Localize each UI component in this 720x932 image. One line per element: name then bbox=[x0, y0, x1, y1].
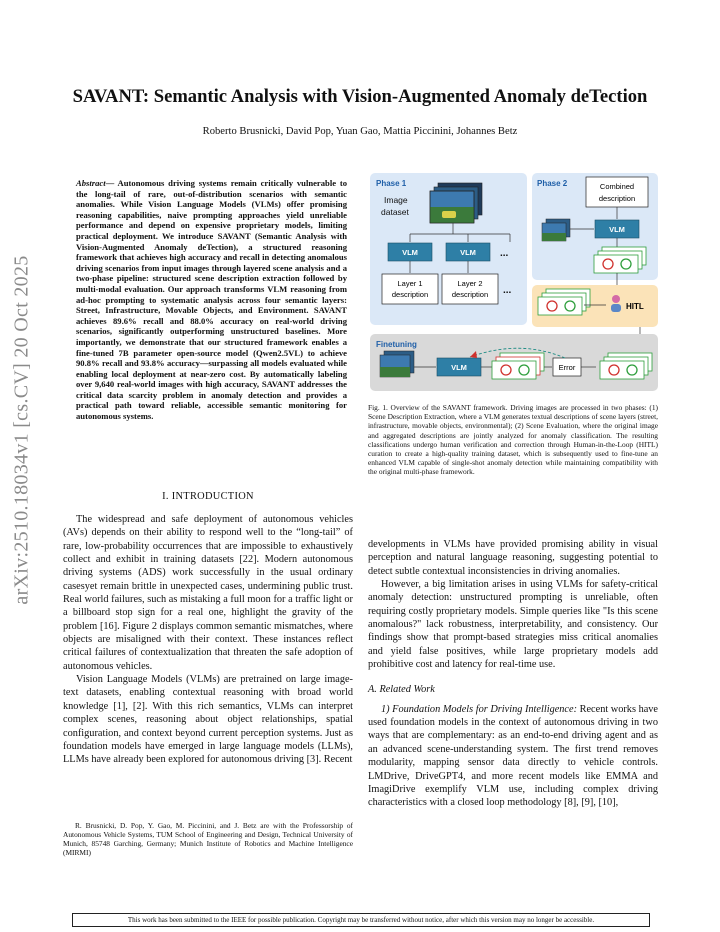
hitl-label: HITL bbox=[626, 302, 644, 311]
right-column-body bbox=[368, 538, 658, 810]
section-heading-introduction: I. INTRODUCTION bbox=[162, 491, 254, 502]
foundation-models-lead: 1) Foundation Models for Driving Intelligence: bbox=[381, 703, 578, 715]
layer1-label-b: description bbox=[391, 290, 429, 299]
image-stack-finetune-icon bbox=[380, 351, 414, 377]
figure-caption: Fig. 1. Overview of the SAVANT framework. Driving images are processed in two phases: (1) Scene Description Extraction, where a VLM generates textual descriptions of scene layers (street, infrastructure, movable objects, environmental); (2) Scene Evaluation, where the original image and aggregated descriptions are jointly analyzed for anomaly classification. The resulting classifications undergo human verification and correction through Human-in-the-Loop (HITL) curation to create a high-quality training dataset, which is subsequently used to fine-tune an enhanced VLM capable of single-shot anomaly detection while maintaining compatibility with the original multi-phase framework. bbox=[368, 403, 658, 477]
layer1-label-a: Layer 1 bbox=[397, 279, 423, 288]
related-work-heading: A. Related Work bbox=[368, 684, 435, 696]
intro-paragraph-1: The widespread and safe deployment of autonomous vehicles (AVs) depends on their ability to respond well to the “long-tail” of rare, low-probability occurrences that are impossible to exhaustively collect and exhibit in training datasets [22]. Modern autonomous driving systems (ADS) work successfully in the usual ordinary casesyet remain brittle in unexpected cases, undermining public trust. Real world failures, such as mistaking a full moon for a traffic light or a billboard stop sign for a real one, highlight the gravity of the problem [16]. Figure 2 displays common semantic mismatches, where objects are misaligned with their context. These instances reflect critical failures of contextualization that threaten the safe adoption of autonomous vehicles. bbox=[63, 514, 353, 672]
arxiv-sidebar bbox=[2, 150, 42, 710]
foundation-models-text: Recent works have used foundation models in the context of autonomous driving in two ways that are complementary: as an end-to-end driving agent and as an advanced scene-understanding system. The first trend removes modularity, mapping sensor data directly to vehicle controls. LMDrive, DriveGPT4, and more recent models like EMMA and ImagiDrive exemplify VLM use, including complex driving characteristics with a closed loop methodology [8], [9], [10], bbox=[368, 703, 659, 809]
classification-cards-icon bbox=[594, 247, 646, 273]
right-paragraph-3 bbox=[368, 703, 658, 810]
vlm-label-3: VLM bbox=[609, 225, 625, 234]
intro-paragraph-2: Vision Language Models (VLMs) are pretrained on large image-text datasets, enabling contextual reasoning with broad world knowledge [1], [2]. With this rich semantics, VLMs can interpret complex scenes, reasoning about object relationships, spatial configuration, and context beyond current perception systems. Just as foundation models have emerged in large language models (LLMs), LLMs have already been explored for autonomous driving [3]. Recent bbox=[63, 674, 353, 766]
layer2-label-b: description bbox=[451, 290, 489, 299]
arxiv-identifier[interactable]: arXiv:2510.18034v1 [cs.CV] 20 Oct 2025 bbox=[10, 255, 33, 605]
image-dataset-label-1: Image bbox=[384, 195, 408, 205]
phase1-label: Phase 1 bbox=[376, 179, 407, 188]
ellipsis-2: ... bbox=[503, 285, 512, 296]
layer2-label-a: Layer 2 bbox=[457, 279, 483, 288]
classification-cards-hitl-icon bbox=[538, 289, 590, 315]
abstract-text: — Autonomous driving systems remain critically vulnerable to the long-tail of rare, out-of-distribution scenarios with semantic anomalies. While Vision Language Models (VLMs) offer promising reasoning capabilities, naive prompting approaches yield unreliable performance and depend on expensive proprietary models, limiting practical deployment. We introduce SAVANT (Semantic Analysis with Vision-Augmented Anomaly deTection), a structured reasoning framework that achieves high accuracy and recall in detecting anomalous driving scenarios from input images through layered scene analysis and a two-phase pipeline: structured scene description extraction followed by multi-modal evaluation. Our approach transforms VLM reasoning from ad-hoc prompting to systematic analysis across four semantic layers: Street, Infrastructure, Movable Objects, and Environment. SAVANT achieves 89.6% recall and 88.0% accuracy on real-world driving scenarios, significantly outperforming unstructured baselines. More importantly, we demonstrate that our structured framework enables a fine-tuned 7B parameter open-source model (Qwen2.5VL) to achieve 90.8% recall and 93.8% accuracy—surpassing all models evaluated while enabling local deployment at near-zero cost. By automatically labeling over 9,640 real-world images with high accuracy, SAVANT addresses the critical data scarcity problem in anomaly detection and provides a practical path toward reliable, accessible semantic monitoring for autonomous systems. bbox=[76, 178, 347, 422]
introduction-body bbox=[63, 513, 353, 767]
vlm-label-4: VLM bbox=[451, 363, 467, 372]
image-dataset-label-2: dataset bbox=[381, 207, 409, 217]
author-list: Roberto Brusnicki, David Pop, Yuan Gao, Mattia Piccinini, Johannes Betz bbox=[202, 126, 518, 137]
phase2-label: Phase 2 bbox=[537, 179, 568, 188]
abstract-label: Abstract bbox=[76, 178, 106, 188]
image-stack-small-icon bbox=[542, 219, 570, 241]
error-label: Error bbox=[558, 363, 576, 372]
classification-cards-correct-icon bbox=[600, 353, 652, 379]
combined-label-b: description bbox=[598, 194, 636, 203]
ieee-submission-notice: This work has been submitted to the IEEE for possible publication. Copyright may be transferred without notice, after which this version may no longer be accessible. bbox=[72, 913, 650, 927]
classification-cards-finetune-icon bbox=[492, 353, 544, 379]
right-paragraph-2: However, a big limitation arises in using VLMs for safety-critical anomaly detection: unstructured prompting is unreliable, often requiring costly proprietary models. Simple queries like "Is this scene anomalous?" lack robustness, interpretability, and consistency. Our findings show that prompt-based strategies miss critical anomalies and yield false positives, while large proprietary models add prohibitive cost and latency for real-time use. bbox=[368, 579, 658, 671]
finetuning-label: Finetuning bbox=[376, 340, 417, 349]
abstract bbox=[63, 178, 353, 422]
right-paragraph-1: developments in VLMs have provided promising ability in visual perception and natural language reasoning, suggesting potential to detect subtle contextual inconsistencies in driving anomalies. bbox=[368, 539, 658, 577]
paper-title: SAVANT: Semantic Analysis with Vision-Augmented Anomaly deTection bbox=[72, 86, 648, 107]
ellipsis-1: ... bbox=[500, 248, 509, 259]
vlm-label-2: VLM bbox=[460, 248, 476, 257]
framework-overview-figure bbox=[370, 171, 658, 391]
affiliation-footnote: R. Brusnicki, D. Pop, Y. Gao, M. Piccinini, and J. Betz are with the Professorship of Autonomous Vehicle Systems, TUM School of Engineering and Design, Technical University of Munich, 85748 Garching, Germany; Munich Institute of Robotics and Machine Intelligence (MIRMI) bbox=[63, 821, 353, 858]
image-stack-icon bbox=[430, 183, 482, 223]
vlm-label-1: VLM bbox=[402, 248, 418, 257]
combined-label-a: Combined bbox=[599, 182, 635, 191]
